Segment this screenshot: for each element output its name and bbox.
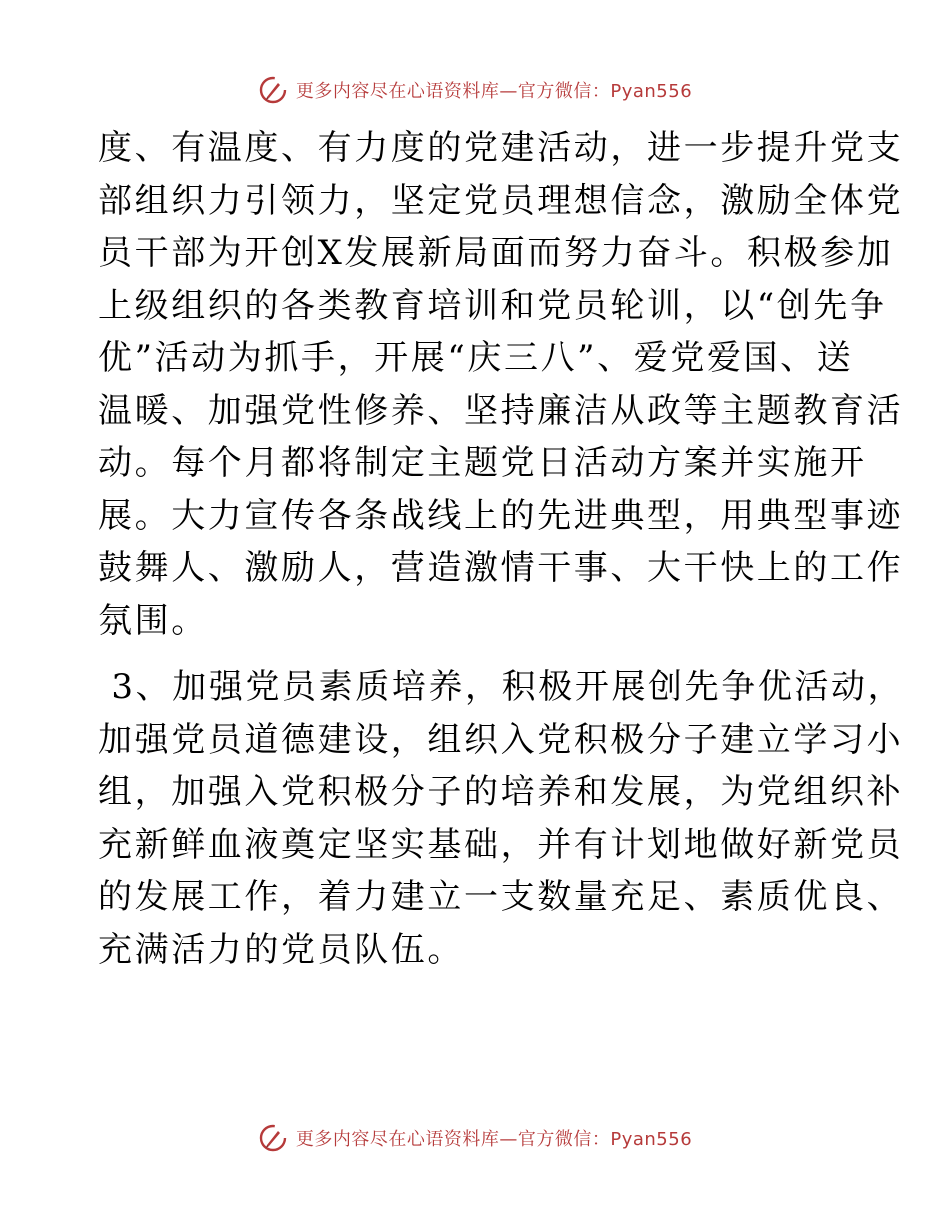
footer-watermark [0, 1118, 950, 1158]
text-line: 充满活力的党员队伍。 [98, 929, 464, 970]
quill-logo-icon [258, 1123, 288, 1153]
header-watermark-text: 更多内容尽在心语资料库—官方微信：Pyan556 [295, 81, 693, 102]
text-line: 展。大力宣传各条战线上的先进典型，用典型事迹 [98, 495, 904, 536]
paragraph-1 [98, 122, 904, 647]
text-line: 上级组织的各类教育培训和党员轮训，以“创先争 [98, 285, 887, 326]
text-line: 鼓舞人、激励人，营造激情干事、大干快上的工作 [98, 548, 904, 588]
paragraph-2 [98, 661, 905, 976]
header-watermark [0, 70, 950, 110]
text-line: 的发展工作，着力建立一支数量充足、素质优良、 [98, 877, 904, 917]
text-line: 组，加强入党积极分子的培养和发展，为党组织补 [98, 772, 904, 812]
text-line: 部组织力引领力，坚定党员理想信念，激励全体党 [98, 180, 904, 221]
footer-watermark-text: 更多内容尽在心语资料库—官方微信：Pyan556 [295, 1129, 693, 1150]
text-line: 加强党员道德建设，组织入党积极分子建立学习小 [98, 719, 904, 760]
text-line: 动。每个月都将制定主题党日活动方案并实施开 [98, 443, 867, 483]
text-line: 温暖、加强党性修养、坚持廉洁从政等主题教育活 [98, 390, 904, 431]
text-line: 优”活动为抓手，开展“庆三八”、爱党爱国、送 [98, 338, 854, 378]
text-line: 度、有温度、有力度的党建活动，进一步提升党支 [98, 128, 904, 168]
text-line: 3、加强党员素质培养，积极开展创先争优活动， [98, 667, 905, 707]
text-line: 员干部为开创X发展新局面而努力奋斗。积极参加 [98, 233, 894, 273]
quill-logo-icon [258, 75, 288, 105]
text-line: 氛围。 [98, 600, 208, 641]
document-body [98, 122, 905, 976]
text-line: 充新鲜血液奠定坚实基础，并有计划地做好新党员 [98, 824, 904, 865]
